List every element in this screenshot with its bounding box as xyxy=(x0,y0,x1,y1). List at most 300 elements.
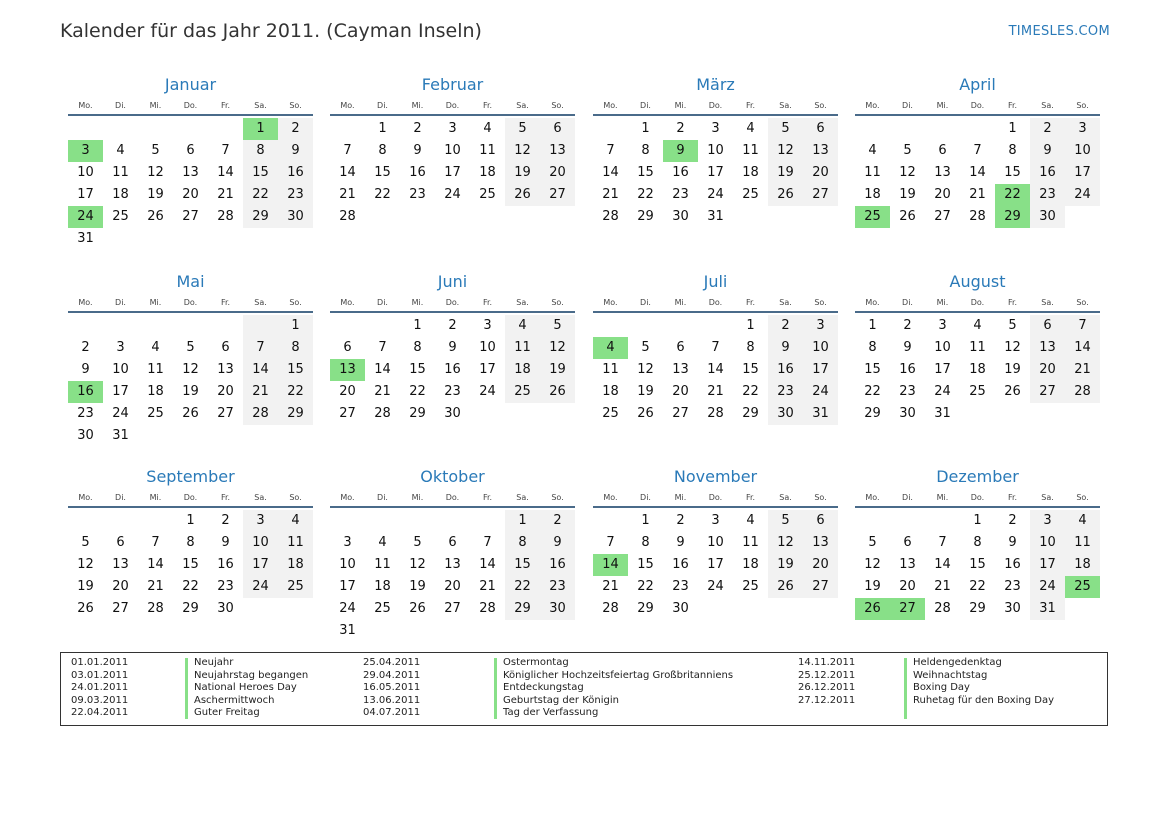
day-cell[interactable]: 25 xyxy=(969,384,986,399)
day-cell[interactable]: 25 xyxy=(147,406,164,421)
day-cell[interactable]: 3 xyxy=(483,318,492,333)
day-cell[interactable]: 10 xyxy=(444,143,461,158)
day-cell[interactable]: 3 xyxy=(116,340,125,355)
day-cell[interactable]: 9 xyxy=(676,535,685,550)
day-cell[interactable]: 23 xyxy=(409,187,426,202)
day-cell[interactable]: 4 xyxy=(973,318,982,333)
day-cell[interactable]: 30 xyxy=(1004,601,1021,616)
day-cell[interactable]: 20 xyxy=(672,384,689,399)
day-cell[interactable]: 11 xyxy=(742,535,759,550)
day-cell[interactable]: 2 xyxy=(221,513,230,528)
day-cell[interactable]: 29 xyxy=(995,206,1030,228)
day-cell[interactable]: 10 xyxy=(1030,532,1065,554)
day-cell[interactable]: 18 xyxy=(742,165,759,180)
day-cell[interactable]: 22 xyxy=(182,579,199,594)
day-cell[interactable]: 22 xyxy=(278,381,313,403)
day-cell[interactable]: 1 xyxy=(973,513,982,528)
day-cell[interactable]: 14 xyxy=(374,362,391,377)
day-cell[interactable]: 28 xyxy=(374,406,391,421)
day-cell[interactable]: 29 xyxy=(742,406,759,421)
day-cell[interactable]: 6 xyxy=(343,340,352,355)
day-cell[interactable]: 7 xyxy=(243,337,278,359)
day-cell[interactable]: 8 xyxy=(186,535,195,550)
day-cell[interactable]: 17 xyxy=(77,187,94,202)
day-cell[interactable]: 31 xyxy=(1030,598,1065,620)
day-cell[interactable]: 30 xyxy=(899,406,916,421)
day-cell[interactable]: 7 xyxy=(151,535,160,550)
day-cell[interactable]: 11 xyxy=(278,532,313,554)
day-cell[interactable]: 5 xyxy=(413,535,422,550)
day-cell[interactable]: 28 xyxy=(243,403,278,425)
day-cell[interactable]: 24 xyxy=(1065,184,1100,206)
day-cell[interactable]: 15 xyxy=(409,362,426,377)
day-cell[interactable]: 10 xyxy=(1065,140,1100,162)
day-cell[interactable]: 24 xyxy=(1030,576,1065,598)
day-cell[interactable]: 7 xyxy=(343,143,352,158)
day-cell[interactable]: 13 xyxy=(182,165,199,180)
day-cell[interactable]: 4 xyxy=(746,513,755,528)
day-cell[interactable]: 27 xyxy=(444,601,461,616)
day-cell[interactable]: 3 xyxy=(243,510,278,532)
day-cell[interactable]: 8 xyxy=(243,140,278,162)
day-cell[interactable]: 19 xyxy=(768,162,803,184)
day-cell[interactable]: 13 xyxy=(934,165,951,180)
day-cell[interactable]: 8 xyxy=(278,337,313,359)
day-cell[interactable]: 11 xyxy=(147,362,164,377)
day-cell[interactable]: 20 xyxy=(112,579,129,594)
day-cell[interactable]: 18 xyxy=(479,165,496,180)
day-cell[interactable]: 10 xyxy=(707,535,724,550)
day-cell[interactable]: 15 xyxy=(637,165,654,180)
day-cell[interactable]: 27 xyxy=(672,406,689,421)
day-cell[interactable]: 10 xyxy=(803,337,838,359)
day-cell[interactable]: 10 xyxy=(479,340,496,355)
day-cell[interactable]: 12 xyxy=(409,557,426,572)
day-cell[interactable]: 24 xyxy=(707,579,724,594)
day-cell[interactable]: 27 xyxy=(890,598,925,620)
day-cell[interactable]: 16 xyxy=(540,554,575,576)
day-cell[interactable]: 24 xyxy=(479,384,496,399)
day-cell[interactable]: 13 xyxy=(330,359,365,381)
day-cell[interactable]: 15 xyxy=(505,554,540,576)
day-cell[interactable]: 26 xyxy=(77,601,94,616)
day-cell[interactable]: 26 xyxy=(182,406,199,421)
day-cell[interactable]: 2 xyxy=(448,318,457,333)
day-cell[interactable]: 5 xyxy=(505,118,540,140)
day-cell[interactable]: 1 xyxy=(746,318,755,333)
day-cell[interactable]: 22 xyxy=(637,579,654,594)
day-cell[interactable]: 30 xyxy=(217,601,234,616)
day-cell[interactable]: 2 xyxy=(278,118,313,140)
day-cell[interactable]: 11 xyxy=(864,165,881,180)
day-cell[interactable]: 30 xyxy=(1030,206,1065,228)
day-cell[interactable]: 16 xyxy=(672,557,689,572)
day-cell[interactable]: 25 xyxy=(1065,576,1100,598)
day-cell[interactable]: 26 xyxy=(409,601,426,616)
day-cell[interactable]: 23 xyxy=(899,384,916,399)
day-cell[interactable]: 4 xyxy=(278,510,313,532)
day-cell[interactable]: 7 xyxy=(711,340,720,355)
day-cell[interactable]: 22 xyxy=(637,187,654,202)
day-cell[interactable]: 30 xyxy=(768,403,803,425)
day-cell[interactable]: 26 xyxy=(899,209,916,224)
day-cell[interactable]: 12 xyxy=(899,165,916,180)
day-cell[interactable]: 28 xyxy=(339,209,356,224)
day-cell[interactable]: 6 xyxy=(221,340,230,355)
day-cell[interactable]: 7 xyxy=(973,143,982,158)
day-cell[interactable]: 4 xyxy=(868,143,877,158)
day-cell[interactable]: 9 xyxy=(663,140,698,162)
day-cell[interactable]: 16 xyxy=(899,362,916,377)
day-cell[interactable]: 29 xyxy=(409,406,426,421)
day-cell[interactable]: 3 xyxy=(68,140,103,162)
day-cell[interactable]: 26 xyxy=(768,576,803,598)
day-cell[interactable]: 12 xyxy=(182,362,199,377)
day-cell[interactable]: 3 xyxy=(1030,510,1065,532)
day-cell[interactable]: 5 xyxy=(151,143,160,158)
day-cell[interactable]: 18 xyxy=(1065,554,1100,576)
day-cell[interactable]: 24 xyxy=(707,187,724,202)
day-cell[interactable]: 8 xyxy=(505,532,540,554)
day-cell[interactable]: 20 xyxy=(339,384,356,399)
day-cell[interactable]: 25 xyxy=(505,381,540,403)
day-cell[interactable]: 3 xyxy=(343,535,352,550)
day-cell[interactable]: 17 xyxy=(707,557,724,572)
day-cell[interactable]: 26 xyxy=(1004,384,1021,399)
day-cell[interactable]: 20 xyxy=(899,579,916,594)
day-cell[interactable]: 1 xyxy=(641,513,650,528)
day-cell[interactable]: 1 xyxy=(186,513,195,528)
day-cell[interactable]: 9 xyxy=(903,340,912,355)
day-cell[interactable]: 3 xyxy=(803,315,838,337)
day-cell[interactable]: 5 xyxy=(186,340,195,355)
day-cell[interactable]: 20 xyxy=(803,162,838,184)
day-cell[interactable]: 11 xyxy=(479,143,496,158)
day-cell[interactable]: 18 xyxy=(278,554,313,576)
day-cell[interactable]: 10 xyxy=(707,143,724,158)
day-cell[interactable]: 4 xyxy=(151,340,160,355)
day-cell[interactable]: 18 xyxy=(147,384,164,399)
day-cell[interactable]: 27 xyxy=(934,209,951,224)
day-cell[interactable]: 27 xyxy=(1030,381,1065,403)
day-cell[interactable]: 6 xyxy=(803,118,838,140)
day-cell[interactable]: 10 xyxy=(934,340,951,355)
day-cell[interactable]: 25 xyxy=(374,601,391,616)
day-cell[interactable]: 13 xyxy=(1030,337,1065,359)
day-cell[interactable]: 21 xyxy=(1065,359,1100,381)
day-cell[interactable]: 13 xyxy=(803,532,838,554)
day-cell[interactable]: 1 xyxy=(641,121,650,136)
day-cell[interactable]: 22 xyxy=(409,384,426,399)
day-cell[interactable]: 2 xyxy=(903,318,912,333)
day-cell[interactable]: 6 xyxy=(186,143,195,158)
day-cell[interactable]: 28 xyxy=(1065,381,1100,403)
day-cell[interactable]: 17 xyxy=(1030,554,1065,576)
day-cell[interactable]: 26 xyxy=(505,184,540,206)
day-cell[interactable]: 16 xyxy=(768,359,803,381)
day-cell[interactable]: 31 xyxy=(803,403,838,425)
day-cell[interactable]: 8 xyxy=(413,340,422,355)
day-cell[interactable]: 18 xyxy=(505,359,540,381)
day-cell[interactable]: 24 xyxy=(112,406,129,421)
day-cell[interactable]: 12 xyxy=(77,557,94,572)
day-cell[interactable]: 17 xyxy=(112,384,129,399)
day-cell[interactable]: 14 xyxy=(147,557,164,572)
day-cell[interactable]: 23 xyxy=(77,406,94,421)
day-cell[interactable]: 17 xyxy=(243,554,278,576)
day-cell[interactable]: 31 xyxy=(339,623,356,638)
day-cell[interactable]: 28 xyxy=(147,601,164,616)
day-cell[interactable]: 28 xyxy=(934,601,951,616)
day-cell[interactable]: 29 xyxy=(969,601,986,616)
day-cell[interactable]: 15 xyxy=(374,165,391,180)
day-cell[interactable]: 28 xyxy=(602,209,619,224)
day-cell[interactable]: 20 xyxy=(217,384,234,399)
day-cell[interactable]: 10 xyxy=(339,557,356,572)
day-cell[interactable]: 31 xyxy=(707,209,724,224)
day-cell[interactable]: 27 xyxy=(803,576,838,598)
day-cell[interactable]: 24 xyxy=(243,576,278,598)
day-cell[interactable]: 19 xyxy=(899,187,916,202)
day-cell[interactable]: 5 xyxy=(768,510,803,532)
day-cell[interactable]: 30 xyxy=(77,428,94,443)
day-cell[interactable]: 23 xyxy=(1030,184,1065,206)
day-cell[interactable]: 4 xyxy=(593,337,628,359)
day-cell[interactable]: 26 xyxy=(147,209,164,224)
day-cell[interactable]: 31 xyxy=(112,428,129,443)
day-cell[interactable]: 21 xyxy=(217,187,234,202)
day-cell[interactable]: 6 xyxy=(540,118,575,140)
day-cell[interactable]: 17 xyxy=(707,165,724,180)
day-cell[interactable]: 27 xyxy=(803,184,838,206)
day-cell[interactable]: 30 xyxy=(278,206,313,228)
day-cell[interactable]: 19 xyxy=(768,554,803,576)
day-cell[interactable]: 10 xyxy=(243,532,278,554)
day-cell[interactable]: 22 xyxy=(742,384,759,399)
day-cell[interactable]: 22 xyxy=(969,579,986,594)
day-cell[interactable]: 30 xyxy=(672,209,689,224)
day-cell[interactable]: 25 xyxy=(855,206,890,228)
day-cell[interactable]: 5 xyxy=(768,118,803,140)
day-cell[interactable]: 24 xyxy=(803,381,838,403)
day-cell[interactable]: 11 xyxy=(374,557,391,572)
day-cell[interactable]: 1 xyxy=(278,315,313,337)
day-cell[interactable]: 7 xyxy=(221,143,230,158)
day-cell[interactable]: 27 xyxy=(339,406,356,421)
day-cell[interactable]: 14 xyxy=(934,557,951,572)
day-cell[interactable]: 19 xyxy=(505,162,540,184)
day-cell[interactable]: 12 xyxy=(768,140,803,162)
day-cell[interactable]: 25 xyxy=(602,406,619,421)
day-cell[interactable]: 15 xyxy=(742,362,759,377)
day-cell[interactable]: 30 xyxy=(672,601,689,616)
day-cell[interactable]: 4 xyxy=(746,121,755,136)
day-cell[interactable]: 16 xyxy=(1004,557,1021,572)
day-cell[interactable]: 22 xyxy=(505,576,540,598)
day-cell[interactable]: 14 xyxy=(243,359,278,381)
day-cell[interactable]: 20 xyxy=(182,187,199,202)
day-cell[interactable]: 6 xyxy=(116,535,125,550)
day-cell[interactable]: 14 xyxy=(479,557,496,572)
day-cell[interactable]: 1 xyxy=(868,318,877,333)
day-cell[interactable]: 30 xyxy=(540,598,575,620)
day-cell[interactable]: 29 xyxy=(278,403,313,425)
day-cell[interactable]: 23 xyxy=(444,384,461,399)
day-cell[interactable]: 12 xyxy=(637,362,654,377)
day-cell[interactable]: 29 xyxy=(243,206,278,228)
day-cell[interactable]: 1 xyxy=(243,118,278,140)
day-cell[interactable]: 4 xyxy=(483,121,492,136)
day-cell[interactable]: 15 xyxy=(969,557,986,572)
day-cell[interactable]: 29 xyxy=(505,598,540,620)
day-cell[interactable]: 21 xyxy=(147,579,164,594)
day-cell[interactable]: 8 xyxy=(868,340,877,355)
day-cell[interactable]: 28 xyxy=(217,209,234,224)
day-cell[interactable]: 31 xyxy=(934,406,951,421)
day-cell[interactable]: 19 xyxy=(147,187,164,202)
day-cell[interactable]: 5 xyxy=(540,315,575,337)
day-cell[interactable]: 14 xyxy=(217,165,234,180)
day-cell[interactable]: 23 xyxy=(540,576,575,598)
day-cell[interactable]: 16 xyxy=(672,165,689,180)
day-cell[interactable]: 17 xyxy=(444,165,461,180)
day-cell[interactable]: 15 xyxy=(637,557,654,572)
day-cell[interactable]: 25 xyxy=(742,579,759,594)
day-cell[interactable]: 9 xyxy=(1030,140,1065,162)
day-cell[interactable]: 28 xyxy=(707,406,724,421)
day-cell[interactable]: 19 xyxy=(409,579,426,594)
day-cell[interactable]: 20 xyxy=(444,579,461,594)
day-cell[interactable]: 9 xyxy=(278,140,313,162)
day-cell[interactable]: 1 xyxy=(1008,121,1017,136)
day-cell[interactable]: 21 xyxy=(602,187,619,202)
day-cell[interactable]: 19 xyxy=(1004,362,1021,377)
day-cell[interactable]: 11 xyxy=(969,340,986,355)
day-cell[interactable]: 30 xyxy=(444,406,461,421)
day-cell[interactable]: 8 xyxy=(641,535,650,550)
day-cell[interactable]: 8 xyxy=(973,535,982,550)
day-cell[interactable]: 15 xyxy=(182,557,199,572)
day-cell[interactable]: 6 xyxy=(1030,315,1065,337)
day-cell[interactable]: 13 xyxy=(803,140,838,162)
day-cell[interactable]: 27 xyxy=(182,209,199,224)
day-cell[interactable]: 26 xyxy=(768,184,803,206)
day-cell[interactable]: 13 xyxy=(112,557,129,572)
day-cell[interactable]: 5 xyxy=(1008,318,1017,333)
day-cell[interactable]: 9 xyxy=(81,362,90,377)
day-cell[interactable]: 6 xyxy=(903,535,912,550)
day-cell[interactable]: 25 xyxy=(112,209,129,224)
day-cell[interactable]: 20 xyxy=(803,554,838,576)
day-cell[interactable]: 17 xyxy=(339,579,356,594)
day-cell[interactable]: 29 xyxy=(637,601,654,616)
day-cell[interactable]: 9 xyxy=(221,535,230,550)
day-cell[interactable]: 16 xyxy=(217,557,234,572)
day-cell[interactable]: 11 xyxy=(505,337,540,359)
day-cell[interactable]: 18 xyxy=(742,557,759,572)
day-cell[interactable]: 11 xyxy=(602,362,619,377)
day-cell[interactable]: 27 xyxy=(112,601,129,616)
day-cell[interactable]: 14 xyxy=(602,165,619,180)
day-cell[interactable]: 24 xyxy=(934,384,951,399)
day-cell[interactable]: 14 xyxy=(707,362,724,377)
day-cell[interactable]: 23 xyxy=(278,184,313,206)
day-cell[interactable]: 14 xyxy=(593,554,628,576)
day-cell[interactable]: 2 xyxy=(676,513,685,528)
day-cell[interactable]: 19 xyxy=(182,384,199,399)
day-cell[interactable]: 19 xyxy=(864,579,881,594)
day-cell[interactable]: 31 xyxy=(77,231,94,246)
day-cell[interactable]: 14 xyxy=(969,165,986,180)
day-cell[interactable]: 3 xyxy=(711,513,720,528)
day-cell[interactable]: 17 xyxy=(934,362,951,377)
day-cell[interactable]: 8 xyxy=(746,340,755,355)
day-cell[interactable]: 25 xyxy=(278,576,313,598)
day-cell[interactable]: 17 xyxy=(479,362,496,377)
day-cell[interactable]: 7 xyxy=(1065,315,1100,337)
day-cell[interactable]: 4 xyxy=(1065,510,1100,532)
day-cell[interactable]: 18 xyxy=(374,579,391,594)
day-cell[interactable]: 1 xyxy=(413,318,422,333)
day-cell[interactable]: 17 xyxy=(1065,162,1100,184)
day-cell[interactable]: 13 xyxy=(217,362,234,377)
day-cell[interactable]: 6 xyxy=(676,340,685,355)
day-cell[interactable]: 15 xyxy=(243,162,278,184)
day-cell[interactable]: 28 xyxy=(602,601,619,616)
day-cell[interactable]: 10 xyxy=(112,362,129,377)
day-cell[interactable]: 11 xyxy=(112,165,129,180)
day-cell[interactable]: 22 xyxy=(243,184,278,206)
day-cell[interactable]: 2 xyxy=(540,510,575,532)
day-cell[interactable]: 20 xyxy=(934,187,951,202)
day-cell[interactable]: 18 xyxy=(864,187,881,202)
day-cell[interactable]: 25 xyxy=(479,187,496,202)
day-cell[interactable]: 14 xyxy=(1065,337,1100,359)
day-cell[interactable]: 18 xyxy=(112,187,129,202)
day-cell[interactable]: 15 xyxy=(1004,165,1021,180)
day-cell[interactable]: 28 xyxy=(969,209,986,224)
day-cell[interactable]: 10 xyxy=(77,165,94,180)
day-cell[interactable]: 16 xyxy=(278,162,313,184)
day-cell[interactable]: 21 xyxy=(969,187,986,202)
day-cell[interactable]: 12 xyxy=(864,557,881,572)
day-cell[interactable]: 22 xyxy=(374,187,391,202)
day-cell[interactable]: 15 xyxy=(864,362,881,377)
day-cell[interactable]: 24 xyxy=(68,206,103,228)
day-cell[interactable]: 5 xyxy=(868,535,877,550)
day-cell[interactable]: 12 xyxy=(1004,340,1021,355)
day-cell[interactable]: 23 xyxy=(672,579,689,594)
day-cell[interactable]: 1 xyxy=(378,121,387,136)
day-cell[interactable]: 29 xyxy=(637,209,654,224)
day-cell[interactable]: 9 xyxy=(540,532,575,554)
day-cell[interactable]: 6 xyxy=(803,510,838,532)
day-cell[interactable]: 21 xyxy=(707,384,724,399)
day-cell[interactable]: 23 xyxy=(768,381,803,403)
day-cell[interactable]: 3 xyxy=(448,121,457,136)
day-cell[interactable]: 25 xyxy=(742,187,759,202)
day-cell[interactable]: 4 xyxy=(116,143,125,158)
day-cell[interactable]: 6 xyxy=(938,143,947,158)
day-cell[interactable]: 7 xyxy=(606,143,615,158)
day-cell[interactable]: 9 xyxy=(413,143,422,158)
day-cell[interactable]: 13 xyxy=(540,140,575,162)
day-cell[interactable]: 7 xyxy=(483,535,492,550)
day-cell[interactable]: 9 xyxy=(1008,535,1017,550)
day-cell[interactable]: 26 xyxy=(855,598,890,620)
day-cell[interactable]: 6 xyxy=(448,535,457,550)
day-cell[interactable]: 23 xyxy=(217,579,234,594)
